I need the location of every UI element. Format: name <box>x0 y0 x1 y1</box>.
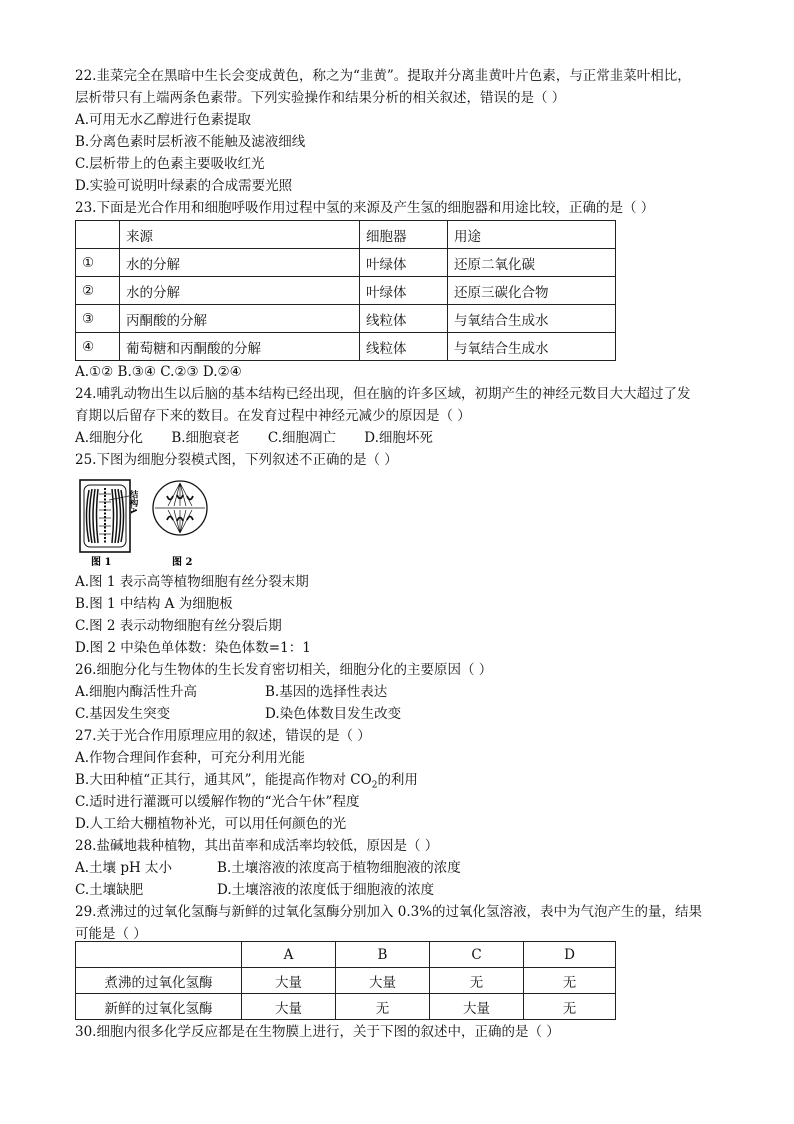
q28-options-row1 <box>75 858 461 878</box>
q23-header-cell <box>76 221 120 249</box>
q29-cell: 大量 <box>336 968 430 994</box>
q23-cell: 还原二氧化碳 <box>448 249 616 277</box>
q23-cell: ④ <box>76 333 120 361</box>
q29-cell: 无 <box>524 994 616 1020</box>
q26-option-b: B.基因的选择性表达 <box>265 684 388 700</box>
q28-option-d: D.土壤溶液的浓度低于细胞液的浓度 <box>217 882 435 898</box>
q23-cell: 水的分解 <box>120 249 360 277</box>
q25-option-d: D.图 2 中染色单体数：染色体数=1：1 <box>75 640 311 656</box>
q23-cell: 还原三碳化合物 <box>448 277 616 305</box>
q29-cell: 大量 <box>242 968 336 994</box>
q29-cell: 大量 <box>242 994 336 1020</box>
q29-cell: 无 <box>524 968 616 994</box>
q26-options-row1 <box>75 682 387 702</box>
q23-cell: 叶绿体 <box>360 277 448 305</box>
q22-option-a: A.可用无水乙醇进行色素提取 <box>75 112 252 128</box>
q30-stem: 30.细胞内很多化学反应都是在生物膜上进行，关于下图的叙述中，正确的是（ ） <box>75 1024 560 1040</box>
q26-option-d: D.染色体数目发生改变 <box>265 706 402 722</box>
q23-header-row <box>76 221 616 249</box>
q22-option-b: B.分离色素时层析液不能触及滤液细线 <box>75 134 306 150</box>
q23-stem: 23.下面是光合作用和细胞呼吸作用过程中氢的来源及产生氢的细胞器和用途比较，正确的是（ ） <box>75 200 655 216</box>
q24-option-d: D.细胞坏死 <box>364 430 433 446</box>
q23-cell: 葡萄糖和丙酮酸的分解 <box>120 333 360 361</box>
q24-option-c: C.细胞凋亡 <box>267 430 336 446</box>
q24-stem-line1: 24.哺乳动物出生以后脑的基本结构已经出现，但在脑的许多区域，初期产生的神经元数目大大超过了发 <box>75 386 691 402</box>
q25-stem: 25.下图为细胞分裂模式图，下列叙述不正确的是（ ） <box>75 452 398 468</box>
q29-cell: 新鲜的过氧化氢酶 <box>76 994 242 1020</box>
q22-stem-line1: 22.韭菜完全在黑暗中生长会变成黄色，称之为“韭黄”。提取并分离韭黄叶片色素，与正常韭菜叶相比， <box>75 68 691 84</box>
q23-cell: 线粒体 <box>360 305 448 333</box>
co2-subscript: 2 <box>371 780 378 791</box>
figure-label-structure-a: 结构A <box>128 490 138 514</box>
q25-option-c: C.图 2 表示动物细胞有丝分裂后期 <box>75 618 282 634</box>
q23-table <box>75 220 616 361</box>
q25-cell-division-figure <box>77 476 237 570</box>
table-row <box>76 305 616 333</box>
figure-2-animal-cell <box>153 481 207 535</box>
q27-stem: 27.关于光合作用原理应用的叙述，错误的是（ ） <box>75 728 371 744</box>
figure-1-caption: 图 1 <box>91 557 112 568</box>
q26-stem: 26.细胞分化与生物体的生长发育密切相关，细胞分化的主要原因（ ） <box>75 662 493 678</box>
q23-cell: ① <box>76 249 120 277</box>
q29-cell: 大量 <box>430 994 524 1020</box>
q29-header-cell: A <box>242 942 336 968</box>
q27-option-c: C.适时进行灌溉可以缓解作物的“光合午休”程度 <box>75 794 360 810</box>
q29-stem-line2: 可能是（ ） <box>75 926 147 942</box>
q29-stem-line1: 29.煮沸过的过氧化氢酶与新鲜的过氧化氢酶分别加入 0.3%的过氧化氢溶液，表中为气泡产生的量，结果 <box>75 904 703 920</box>
q23-answer-options: A.①② B.③④ C.②③ D.②④ <box>75 364 242 380</box>
q28-option-a: A.土壤 pH 太小 <box>75 860 173 876</box>
cell-division-diagram <box>77 476 237 570</box>
q29-header-row <box>76 942 616 968</box>
q24-option-b: B.细胞衰老 <box>171 430 240 446</box>
q23-header-cell: 用途 <box>448 221 616 249</box>
q23-cell: 丙酮酸的分解 <box>120 305 360 333</box>
q29-table <box>75 941 616 1020</box>
q23-cell: 与氧结合生成水 <box>448 333 616 361</box>
q24-options <box>75 428 457 448</box>
q29-header-cell: D <box>524 942 616 968</box>
q29-cell: 无 <box>336 994 430 1020</box>
q28-stem: 28.盐碱地栽种植物，其出苗率和成活率均较低，原因是（ ） <box>75 838 439 854</box>
table-row <box>76 277 616 305</box>
q23-cell: ③ <box>76 305 120 333</box>
q28-options-row2 <box>75 880 434 900</box>
q28-option-c: C.土壤缺肥 <box>75 882 144 898</box>
q27-option-b-tail: 的利用 <box>377 772 418 788</box>
q23-header-cell: 来源 <box>120 221 360 249</box>
q23-cell: 线粒体 <box>360 333 448 361</box>
q29-cell: 无 <box>430 968 524 994</box>
q22-option-c: C.层析带上的色素主要吸收红光 <box>75 156 265 172</box>
q22-stem-line2: 层析带只有上端两条色素带。下列实验操作和结果分析的相关叙述，错误的是（ ） <box>75 90 566 106</box>
q25-option-b: B.图 1 中结构 A 为细胞板 <box>75 596 233 612</box>
table-row <box>76 968 616 994</box>
q29-header-cell: B <box>336 942 430 968</box>
q28-option-b: B.土壤溶液的浓度高于植物细胞液的浓度 <box>217 860 461 876</box>
table-row <box>76 333 616 361</box>
q29-cell: 煮沸的过氧化氢酶 <box>76 968 242 994</box>
q26-options-row2 <box>75 704 401 724</box>
q27-option-a: A.作物合理间作套种，可充分利用光能 <box>75 750 306 766</box>
figure-1-plant-cell <box>80 480 130 552</box>
q23-cell: 与氧结合生成水 <box>448 305 616 333</box>
q27-option-b-text: B.大田种植“正其行，通其风”，能提高作物对 CO <box>75 772 372 788</box>
q27-option-d: D.人工给大棚植物补光，可以用任何颜色的光 <box>75 816 347 832</box>
table-row <box>76 994 616 1020</box>
q26-option-a: A.细胞内酶活性升高 <box>75 684 198 700</box>
q24-option-a: A.细胞分化 <box>75 430 144 446</box>
q23-cell: 叶绿体 <box>360 249 448 277</box>
table-row <box>76 249 616 277</box>
figure-2-caption: 图 2 <box>172 557 193 568</box>
q23-cell: 水的分解 <box>120 277 360 305</box>
q22-option-d: D.实验可说明叶绿素的合成需要光照 <box>75 178 293 194</box>
q23-cell: ② <box>76 277 120 305</box>
q25-option-a: A.图 1 表示高等植物细胞有丝分裂末期 <box>75 574 309 590</box>
q26-option-c: C.基因发生突变 <box>75 706 171 722</box>
q29-header-cell <box>76 942 242 968</box>
q23-header-cell: 细胞器 <box>360 221 448 249</box>
q29-header-cell: C <box>430 942 524 968</box>
q24-stem-line2: 育期以后留存下来的数目。在发育过程中神经元减少的原因是（ ） <box>75 408 471 424</box>
